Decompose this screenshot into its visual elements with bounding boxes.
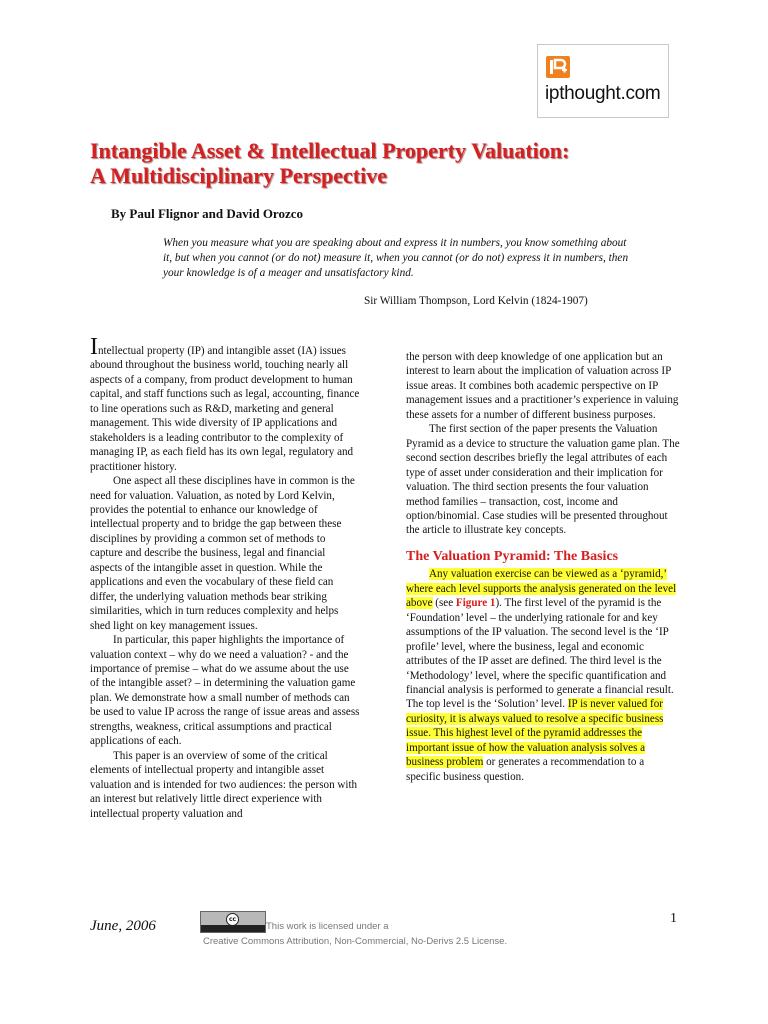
page-number: 1 [670, 911, 677, 926]
figure-reference-link[interactable]: Figure 1 [455, 597, 496, 610]
paper-title [90, 138, 569, 188]
cc-badge-strip [201, 925, 265, 932]
paragraph-audiences-continued: the person with deep knowledge of one application but an interest to learn about the implication of valuation across IP issue areas. It combines both academic perspective on IP management issues and a practitioner’s experience in valuing these assets for a number of different business purposes. [406, 351, 679, 421]
paragraph-pyramid-text: ). The first level of the pyramid is the ‘Foundation’ level – the underlying rationale for and key assumptions of the IP valuation. The second level is the ‘IP profile’ level, where the business, legal and economic attributes of the IP asset are defined. The third level is the ‘Methodology’ level, where the specific quantification and financial analysis is performed to generate a financial result. The top level is the ‘Solution’ level. [406, 597, 674, 711]
paragraph-pyramid [406, 567, 680, 784]
highlighted-text: IP is never valued for curiosity, it is always valued to resolve a specific business issue. This highest level of the pyramid addresses the important issue of how the valuation analysis solves a business problem [406, 698, 664, 769]
paragraph-valuation-need: One aspect all these disciplines have in common is the need for valuation. Valuation, as noted by Lord Kelvin, provides the potential to enhance our knowledge of intellectual property and to bridge the gap between these disciplines by providing a common set of methods to capture and describe the business, legal and financial aspects of the intangible asset in question. While the applications and even the vocabulary of these field can differ, the underlying valuation methods bear striking similarities, which in turn reduces complexity and helps shed light on key management issues. [90, 475, 355, 632]
highlighted-text: Any valuation exercise can be viewed as a ‘pyramid,’ where each level supports the analysis generated on the level above [406, 568, 677, 610]
paragraph-audiences: This paper is an overview of some of the critical elements of intellectual property and intangible asset valuation and is intended for two audiences: the person with an interest but relatively little direct experience with intellectual property valuation and [90, 749, 358, 820]
license-link[interactable]: Creative Commons Attribution, Non-Commercial, No-Derivs 2.5 License. [203, 936, 508, 947]
paragraph-intro [90, 334, 360, 474]
drop-cap: I [90, 334, 98, 360]
body-column-left [90, 334, 360, 821]
title-line-2: A Multidisciplinary Perspective [90, 163, 387, 188]
cc-badge-mark: cc [226, 913, 239, 926]
logo-text: ipthought.com [545, 83, 661, 104]
ipthought-logo[interactable] [537, 44, 669, 118]
paragraph-sections: The first section of the paper presents the Valuation Pyramid as a device to structure the valuation game plan. The second section describes briefly the legal attributes of each type of asset under consideration and their implication for valuation. The third section presents the four valuation method families – transaction, cost, income and option/binomial. Case studies will be presented throughout the article to illustrate key concepts. [406, 423, 680, 537]
title-line-1: Intangible Asset & Intellectual Property Valuation: [90, 138, 570, 163]
epigraph-attribution: Sir William Thompson, Lord Kelvin (1824-1907) [364, 295, 588, 307]
epigraph-quote: When you measure what you are speaking about and express it in numbers, you know something about it, but when you cannot (or do not) measure it, when you cannot (or do not) express it in numbers, then your knowledge is of a meager and unsatisfactory kind. [163, 237, 629, 279]
license-text-line-1: This work is licensed under a [266, 921, 389, 932]
paragraph-intro-text: ntellectual property (IP) and intangible asset (IA) issues abound throughout the business world, touching nearly all aspects of a company, from product development to human capital, and staff functions such as legal, accounting, finance to line operations such as R&D, marketing and general management. This wide diversity of IP applications and stakeholders is a leading contributor to the complexity of managing IP, as each field has its own legal, regulatory and practitioner history. [90, 345, 360, 473]
authors: By Paul Flignor and David Orozco [111, 206, 304, 221]
body-column-right [406, 350, 680, 784]
ipthought-logo-icon [546, 56, 570, 78]
creative-commons-icon[interactable] [200, 911, 266, 933]
paragraph-pyramid-text: or generates a recommendation to a specific business question. [406, 756, 645, 783]
section-heading: The Valuation Pyramid: The Basics [406, 548, 619, 564]
footer-date: June, 2006 [90, 918, 156, 934]
paragraph-valuation-context: In particular, this paper highlights the importance of valuation context – why do we need a valuation? - and the importance of premise – what do we assume about the use of the intangible asset? – in determining the valuation game plan. We demonstrate how a small number of methods can be used to value IP across the range of issue areas and assess strengths, weakness, critical assumptions and practical applications of each. [90, 634, 360, 748]
paragraph-pyramid-text: (see [432, 597, 456, 610]
